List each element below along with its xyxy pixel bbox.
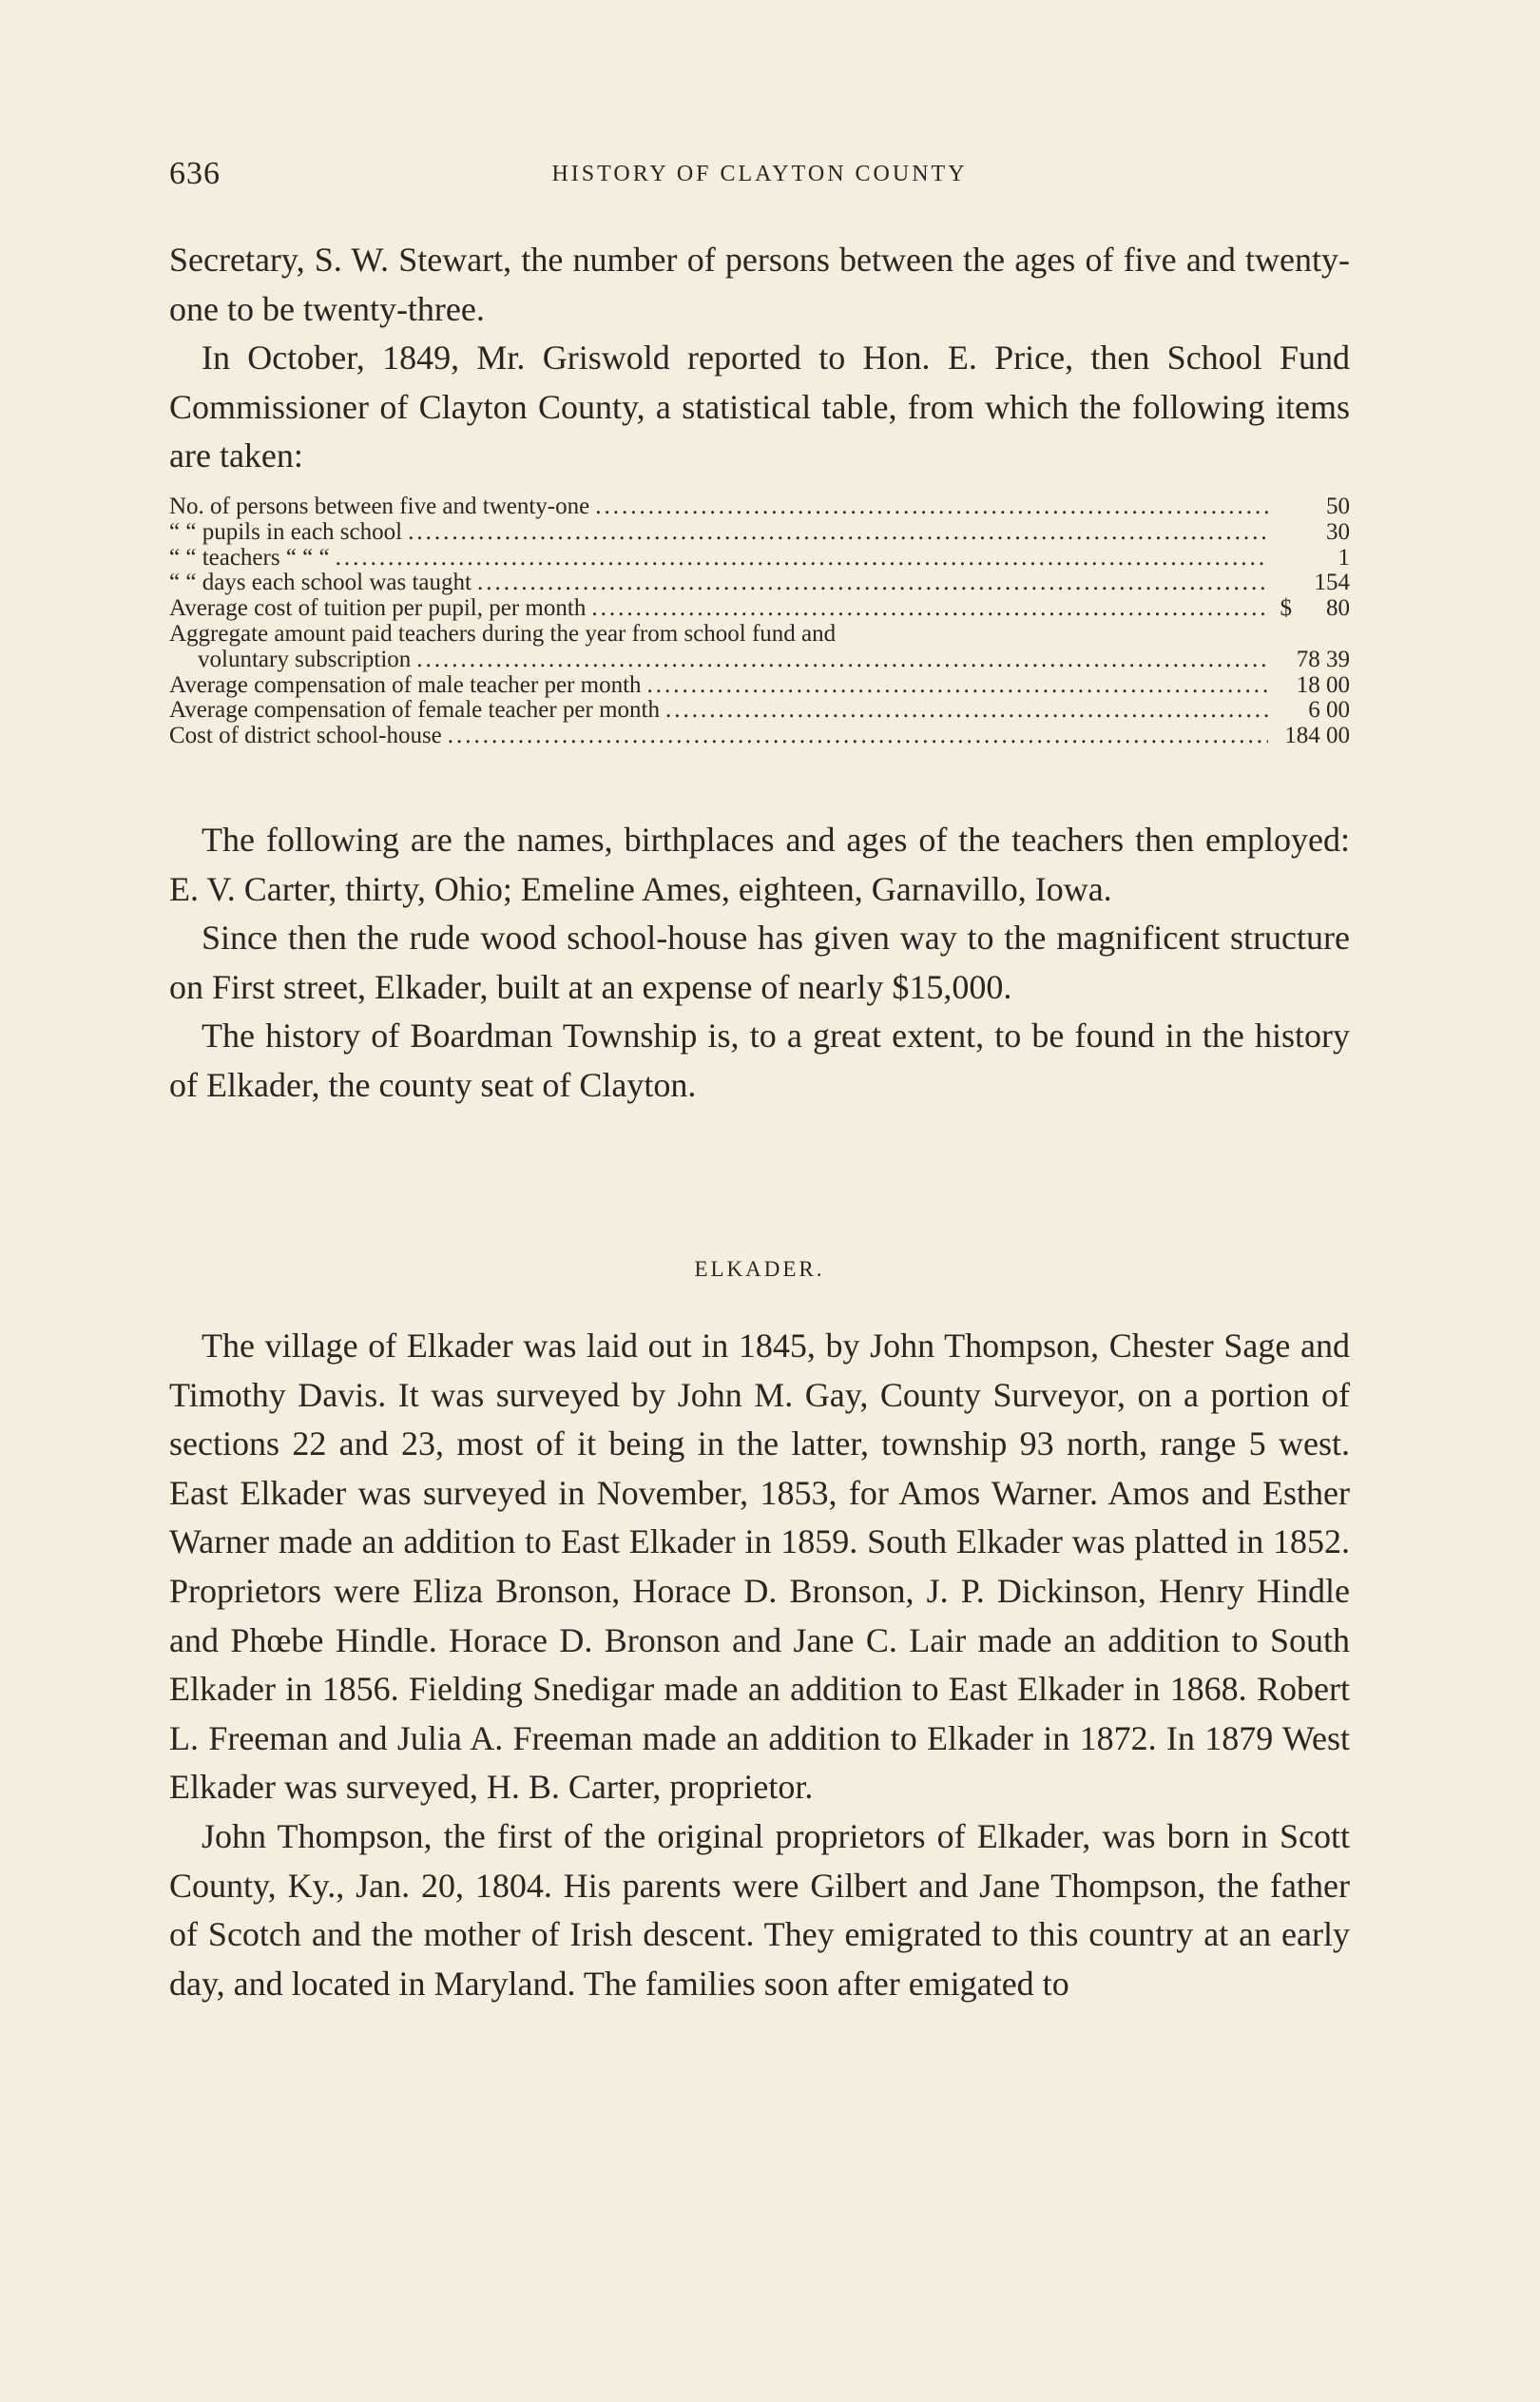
table-row bbox=[169, 546, 1350, 571]
row-label: Average compensation of female teacher per month bbox=[169, 697, 660, 724]
row-value: 78 39 bbox=[1296, 646, 1350, 672]
table-row bbox=[169, 648, 1350, 673]
row-label: Average cost of tuition per pupil, per month bbox=[169, 595, 587, 622]
dot-leader bbox=[591, 596, 1268, 622]
currency-symbol: $ bbox=[1280, 595, 1292, 622]
table-row bbox=[169, 622, 1350, 648]
row-value: 6 00 bbox=[1308, 697, 1350, 724]
row-value bbox=[1274, 596, 1350, 622]
row-label: “ “ teachers “ “ “ bbox=[169, 544, 330, 571]
page-number: 636 bbox=[169, 156, 221, 191]
dot-leader bbox=[448, 724, 1268, 749]
row-value: 30 bbox=[1326, 518, 1350, 545]
row-label: “ “ days each school was taught bbox=[169, 570, 472, 596]
section-text bbox=[169, 1322, 1350, 2008]
row-value: 184 00 bbox=[1284, 723, 1350, 749]
table-row bbox=[169, 520, 1350, 546]
paragraph: In October, 1849, Mr. Griswold reported to Hon. E. Price, then School Fund Commissioner of Clayton County, a statistical table, from which the following items are taken: bbox=[169, 339, 1350, 475]
dot-leader bbox=[595, 494, 1268, 520]
row-value: 18 00 bbox=[1296, 671, 1350, 698]
row-value: 154 bbox=[1314, 570, 1350, 596]
dot-leader bbox=[665, 698, 1268, 724]
middle-text bbox=[169, 816, 1350, 1111]
row-label: “ “ pupils in each school bbox=[169, 518, 403, 545]
row-label: voluntary subscription bbox=[198, 646, 412, 672]
table-row bbox=[169, 494, 1350, 520]
paragraph: The village of Elkader was laid out in 1845, by John Thompson, Chester Sage and Timothy Davis. It was surveyed by John M. Gay, County Surveyor, on a portion of sections 22 and 23, most of it being in the latter, township 93 north, range 5 west. East Elkader was surveyed in November, 1853, for Amos Warner. Amos and Esther Warner made an addition to East Elkader in 1859. South Elkader was platted in 1852. Proprietors were Eliza Bronson, Horace D. Bronson, J. P. Dickinson, Henry Hindle and Phœbe Hindle. Horace D. Bronson and Jane C. Lair made an addition to South Elkader in 1856. Fielding Snedigar made an addition to East Elkader in 1868. Robert L. Freeman and Julia A. Freeman made an addition to Elkader in 1872. In 1879 West Elkader was surveyed, H. B. Carter, proprietor. bbox=[169, 1327, 1350, 1807]
row-label: Cost of district school-house bbox=[169, 723, 442, 749]
row-label: Aggregate amount paid teachers during the year from school fund and bbox=[169, 620, 837, 647]
row-label: No. of persons between five and twenty-one bbox=[169, 494, 590, 519]
running-head: HISTORY OF CLAYTON COUNTY bbox=[551, 162, 968, 186]
page-header bbox=[169, 156, 1350, 198]
dot-leader bbox=[416, 648, 1268, 673]
statistical-table bbox=[169, 494, 1350, 749]
dot-leader bbox=[336, 546, 1268, 571]
intro-text bbox=[169, 236, 1350, 481]
dot-leader bbox=[477, 571, 1268, 596]
table-row bbox=[169, 724, 1350, 749]
dot-leader bbox=[408, 520, 1268, 546]
paragraph: John Thompson, the first of the original proprietors of Elkader, was born in Scott County, Ky., Jan. 20, 1804. His parents were Gilbert and Jane Thompson, the father of Scotch and the mother of Irish descent. They emigrated to this country at an early day, and located in Maryland. The families soon after emigated to bbox=[169, 1816, 1350, 2003]
paragraph: The history of Boardman Township is, to a great extent, to be found in the history of Elkader, the county seat of Clayton. bbox=[169, 1017, 1350, 1104]
section-heading: ELKADER. bbox=[694, 1257, 825, 1281]
table-row bbox=[169, 673, 1350, 699]
row-value: 1 bbox=[1338, 544, 1350, 571]
table-row bbox=[169, 698, 1350, 724]
row-value: 50 bbox=[1326, 494, 1350, 519]
paragraph: The following are the names, birthplaces and ages of the teachers then employed: E. V. Carter, thirty, Ohio; Emeline Ames, eighteen, Garnavillo, Iowa. bbox=[169, 821, 1350, 908]
value-number: 80 bbox=[1326, 595, 1350, 622]
paragraph: Secretary, S. W. Stewart, the number of persons between the ages of five and twenty-one to be twenty-three. bbox=[169, 241, 1350, 328]
paragraph: Since then the rude wood school-house has given way to the magnificent structure on First street, Elkader, built at an expense of nearly $15,000. bbox=[169, 919, 1350, 1006]
table-row bbox=[169, 596, 1350, 622]
row-label: Average compensation of male teacher per month bbox=[169, 671, 642, 698]
table-row bbox=[169, 571, 1350, 596]
dot-leader bbox=[647, 673, 1268, 699]
